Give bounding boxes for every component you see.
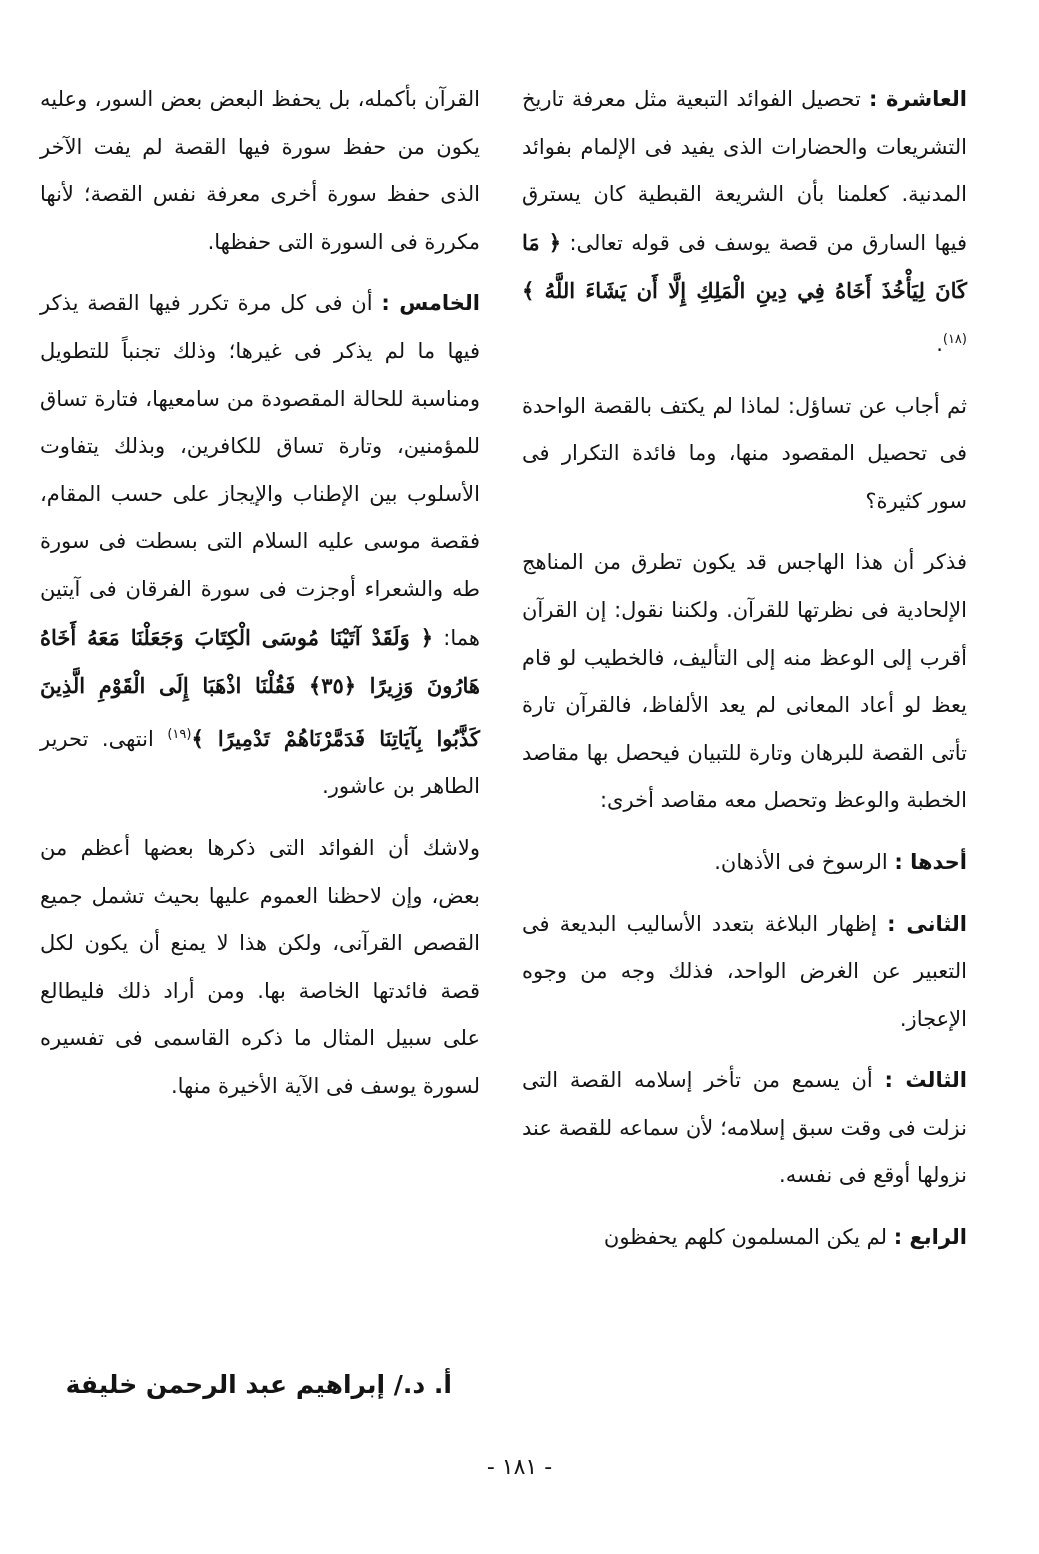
paragraph-second [522,901,967,1044]
quran-verse: ﴿ مَا كَانَ لِيَأْخُذَ أَخَاهُ فِي دِينِ الْمَلِكِ إِلَّا أَن يَشَاءَ اللَّهُ ﴾ [522,229,967,304]
paragraph-term: الثانى : [887,911,967,936]
paragraph-tenth-benefit [522,76,967,369]
paragraph-text: ثم أجاب عن تساؤل: لماذا لم يكتف بالقصة الواحدة فى تحصيل المقصود منها، وما فائدة التكرار فى سور كثيرة؟ [522,393,967,513]
paragraph-term: الخامس : [381,291,481,316]
paragraph-term: الثالث : [884,1068,967,1093]
paragraph-fourth-continued [40,76,480,266]
paragraph-first [522,839,967,887]
paragraph-answer [522,539,967,825]
footnote-ref: (١٨) [942,331,967,347]
paragraph-text: الرسوخ فى الأذهان. [714,849,888,874]
paragraph-text: لم يكن المسلمون كلهم يحفظون [603,1225,888,1250]
paragraph-text: إظهار البلاغة بتعدد الأساليب البديعة فى التعبير عن الغرض الواحد، فذلك وجه من وجوه الإعجاز. [522,911,967,1031]
paragraph-question [522,383,967,526]
paragraph-third [522,1057,967,1200]
paragraph-tail: انتهى. تحرير الطاهر بن عاشور. [40,726,480,799]
paragraph-text: ولاشك أن الفوائد التى ذكرها بعضها أعظم من بعض، وإن لاحظنا العموم عليها بحيث تشمل جميع القصص القرآنى، ولكن هذا لا يمنع أن يكون لكل قصة فائدتها الخاصة بها. ومن أراد ذلك فليطالع على سبيل المثال ما ذكره القاسمى فى تفسيره لسورة يوسف فى الآية الأخيرة منها. [40,835,480,1098]
footnote-ref: (١٩) [167,726,192,742]
paragraph-tail: . [936,331,943,356]
paragraph-text: أن يسمع من تأخر إسلامه القصة التى نزلت فى وقت سبق إسلامه؛ لأن سماعه للقصة عند نزولها أوقع فى نفسه. [522,1068,967,1188]
left-column [40,76,480,1110]
paragraph-text: تحصيل الفوائد التبعية مثل معرفة تاريخ التشريعات والحضارات الذى يفيد فى الإلمام بفوائد المدنية. كعلمنا بأن الشريعة القبطية كان يسترق فيها السارق من قصة يوسف فى قوله تعالى: [522,87,967,255]
paragraph-term: الرابع : [893,1225,967,1250]
page-number: - ١٨١ - [486,1455,553,1480]
paragraph-fourth [522,1214,967,1262]
paragraph-conclusion [40,825,480,1111]
author-signature: أ. د./ إبراهيم عبد الرحمن خليفة [65,1370,452,1399]
right-column [522,76,967,1262]
quran-verse: ﴿ وَلَقَدْ آتَيْنَا مُوسَى الْكِتَابَ وَجَعَلْنَا مَعَهُ أَخَاهُ هَارُونَ وَزِيرًا ﴿٣٥﴾ فَقُلْنَا اذْهَبَا إِلَى الْقَوْمِ الَّذِينَ كَذَّبُوا بِآيَاتِنَا فَدَمَّرْنَاهُمْ تَدْمِيرًا ﴾ [40,624,481,751]
paragraph-term: العاشرة : [868,87,967,111]
paragraph-text: القرآن بأكمله، بل يحفظ البعض بعض السور، وعليه يكون من حفظ سورة فيها القصة لم يفت الآخر الذى حفظ سورة أخرى معرفة نفس القصة؛ لأنها مكررة فى السورة التى حفظها. [40,87,480,254]
paragraph-text: أن فى كل مرة تكرر فيها القصة يذكر فيها ما لم يذكر فى غيرها؛ وذلك تجنباً للتطويل ومناسبة للحالة المقصودة من سامعيها، فتارة تساق للمؤمنين، وتارة تساق للكافرين، وبذلك يتفاوت الأسلوب بين الإطناب والإيجاز على حسب المقام، فقصة موسى عليه السلام التى بسطت فى سورة طه والشعراء أوجزت فى سورة الفرقان فى آيتين هما: [40,291,480,650]
paragraph-text: فذكر أن هذا الهاجس قد يكون تطرق من المناهج الإلحادية فى نظرتها للقرآن. ولكننا نقول: إن القرآن أقرب إلى الوعظ منه إلى التأليف، فالخطيب لو قام يعظ لو أعاد المعانى لم يعد الألفاظ، فالقرآن تارة تأتى القصة للبرهان وتارة للتبيان فيحصل بها مقاصد الخطبة والوعظ وتحصل معه مقاصد أخرى: [522,550,967,813]
paragraph-fifth [40,280,480,811]
paragraph-term: أحدها : [894,849,967,874]
